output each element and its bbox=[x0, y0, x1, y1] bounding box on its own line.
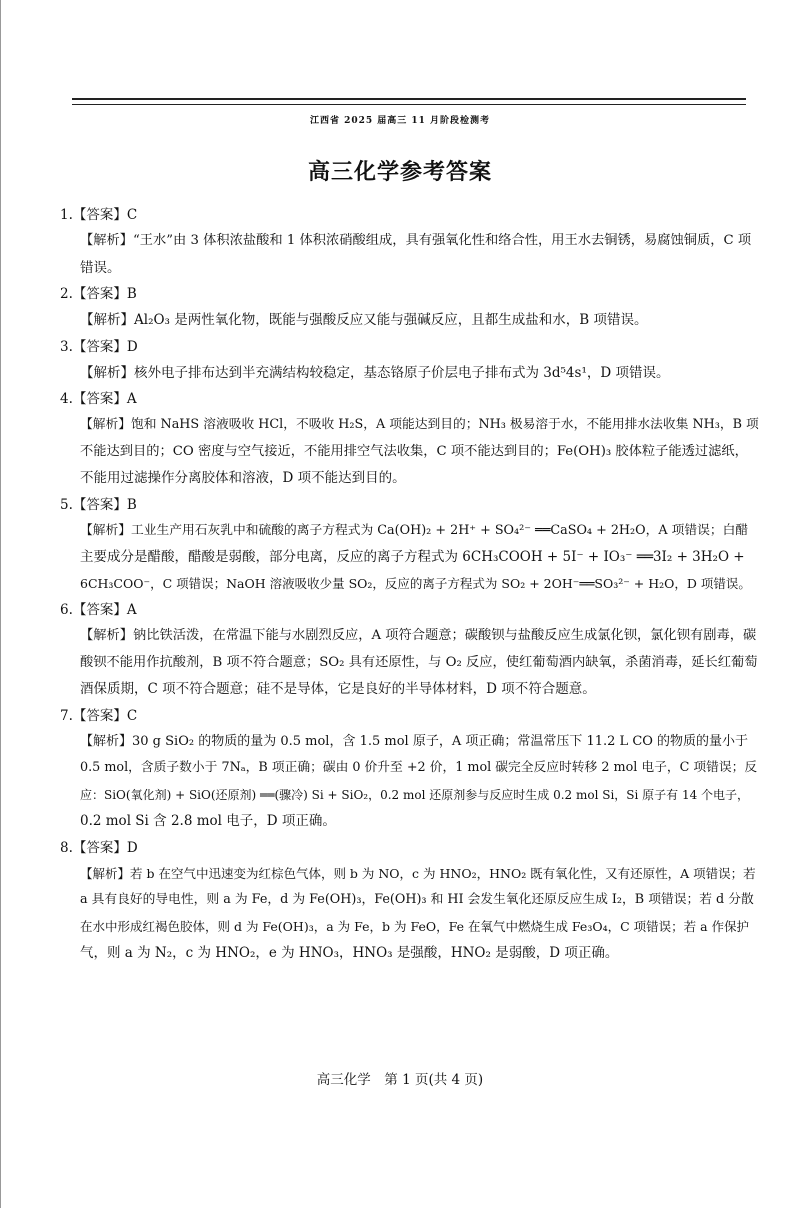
analysis-line: 不能达到目的；CO 密度与空气接近，不能用排空气法收集，C 项不能达到目的；Fe(OH)₃ 胶体粒子能透过滤纸， bbox=[80, 443, 748, 459]
analysis-line: 酸钡不能用作抗酸剂，B 项不符合题意；SO₂ 具有还原性，与 O₂ 反应，使红葡萄酒内缺氧，杀菌消毒，延长红葡萄 bbox=[80, 654, 758, 670]
analysis-line: 【解析】30 g SiO₂ 的物质的量为 0.5 mol，含 1.5 mol 原子，A 项正确；常温常压下 11.2 L CO 的物质的量小于 bbox=[80, 733, 749, 749]
answer-list bbox=[60, 202, 760, 967]
analysis-line: 【解析】饱和 NaHS 溶液吸收 HCl，不吸收 H₂S，A 项能达到目的；NH₃ 极易溶于水，不能用排水法收集 NH₃，B 项 bbox=[80, 417, 759, 432]
answer-line: 2.【答案】B bbox=[60, 286, 137, 302]
question-1 bbox=[60, 202, 760, 281]
analysis-block bbox=[60, 228, 760, 281]
question-2 bbox=[60, 281, 760, 334]
answer-line: 1.【答案】C bbox=[60, 207, 138, 223]
analysis-block bbox=[60, 360, 760, 387]
analysis-line: 【解析】若 b 在空气中迅速变为红棕色气体，则 b 为 NO，c 为 HNO₂，HNO₂ 既有氧化性，又有还原性，A 项错误；若 bbox=[80, 865, 756, 881]
page-footer: 高三化学 第 1 页(共 4 页) bbox=[316, 1072, 484, 1088]
analysis-line: 【解析】“王水”由 3 体积浓盐酸和 1 体积浓硝酸组成，具有强氧化性和络合性，用王水去铜锈，易腐蚀铜质，C 项 bbox=[80, 233, 752, 248]
analysis-line: 0.5 mol，含质子数小于 7Nₐ，B 项正确；碳由 0 价升至 +2 价，1 mol 碳完全反应时转移 2 mol 电子，C 项错误；反 bbox=[80, 760, 758, 775]
answer-line: 6.【答案】A bbox=[60, 602, 137, 618]
analysis-block bbox=[60, 729, 760, 835]
page-title: 江西省 2025 届高三 11 月阶段检测考 bbox=[309, 116, 491, 126]
question-6 bbox=[60, 597, 760, 703]
analysis-block bbox=[60, 412, 760, 492]
analysis-line: a 具有良好的导电性，则 a 为 Fe，d 为 Fe(OH)₃，Fe(OH)₃ 和 HI 会发生氧化还原反应生成 I₂，B 项错误；若 d 分散 bbox=[80, 892, 754, 907]
question-3 bbox=[60, 334, 760, 387]
analysis-line: 【解析】核外电子排布达到半充满结构较稳定，基态铬原子价层电子排布式为 3d⁵4s¹，D 项错误。 bbox=[80, 364, 670, 381]
analysis-line: 【解析】钠比铁活泼，在常温下能与水剧烈反应，A 项符合题意；碳酸钡与盐酸反应生成氯化钡，氯化钡有剧毒，碳 bbox=[80, 628, 757, 643]
answer-line: 3.【答案】D bbox=[60, 338, 138, 355]
analysis-block bbox=[60, 307, 760, 334]
header-rule-thick bbox=[72, 98, 746, 100]
answer-line: 4.【答案】A bbox=[60, 391, 137, 407]
answer-line: 8.【答案】D bbox=[60, 839, 138, 856]
analysis-line: 应：SiO(氧化剂) + SiO(还原剂) ══(骤冷) Si + SiO₂，0.2 mol 还原剂参与反应时生成 0.2 mol Si，Si 原子有 14 个电子， bbox=[80, 787, 750, 802]
analysis-line: 不能用过滤操作分离胶体和溶液，D 项不能达到目的。 bbox=[80, 470, 406, 486]
question-8 bbox=[60, 835, 760, 967]
analysis-block bbox=[60, 518, 760, 598]
analysis-line: 主要成分是醋酸，醋酸是弱酸，部分电离，反应的离子方程式为 6CH₃COOH + 5I⁻ + IO₃⁻ ══3I₂ + 3H₂O + bbox=[80, 549, 745, 565]
analysis-line: 6CH₃COO⁻，C 项错误；NaOH 溶液吸收少量 SO₂，反应的离子方程式为 SO₂ + 2OH⁻══SO₃²⁻ + H₂O，D 项错误。 bbox=[80, 575, 751, 591]
answer-line: 5.【答案】B bbox=[60, 496, 137, 513]
analysis-block bbox=[60, 623, 760, 703]
analysis-block bbox=[60, 861, 760, 967]
analysis-line: 【解析】工业生产用石灰乳中和硫酸的离子方程式为 Ca(OH)₂ + 2H⁺ + SO₄²⁻ ══CaSO₄ + 2H₂O，A 项错误；白醋 bbox=[80, 522, 749, 538]
analysis-line: 错误。 bbox=[80, 259, 121, 276]
analysis-line: 【解析】Al₂O₃ 是两性氧化物，既能与强酸反应又能与强碱反应，且都生成盐和水，B 项错误。 bbox=[80, 312, 648, 328]
question-5 bbox=[60, 492, 760, 598]
page-subtitle: 高三化学参考答案 bbox=[307, 160, 492, 185]
analysis-line: 在水中形成红褐色胶体，则 d 为 Fe(OH)₃，a 为 Fe，b 为 FeO，Fe 在氧气中燃烧生成 Fe₃O₄，C 项错误；若 a 作保护 bbox=[80, 918, 750, 934]
question-4 bbox=[60, 386, 760, 492]
header-rule-thin bbox=[72, 104, 746, 105]
question-7 bbox=[60, 703, 760, 835]
analysis-line: 气，则 a 为 N₂，c 为 HNO₂，e 为 HNO₃，HNO₃ 是强酸，HNO₂ 是弱酸，D 项正确。 bbox=[80, 945, 619, 961]
answer-line: 7.【答案】C bbox=[60, 707, 138, 724]
analysis-line: 酒保质期，C 项不符合题意；硅不是导体，它是良好的半导体材料，D 项不符合题意。 bbox=[80, 681, 596, 697]
analysis-line: 0.2 mol Si 含 2.8 mol 电子，D 项正确。 bbox=[80, 813, 336, 829]
